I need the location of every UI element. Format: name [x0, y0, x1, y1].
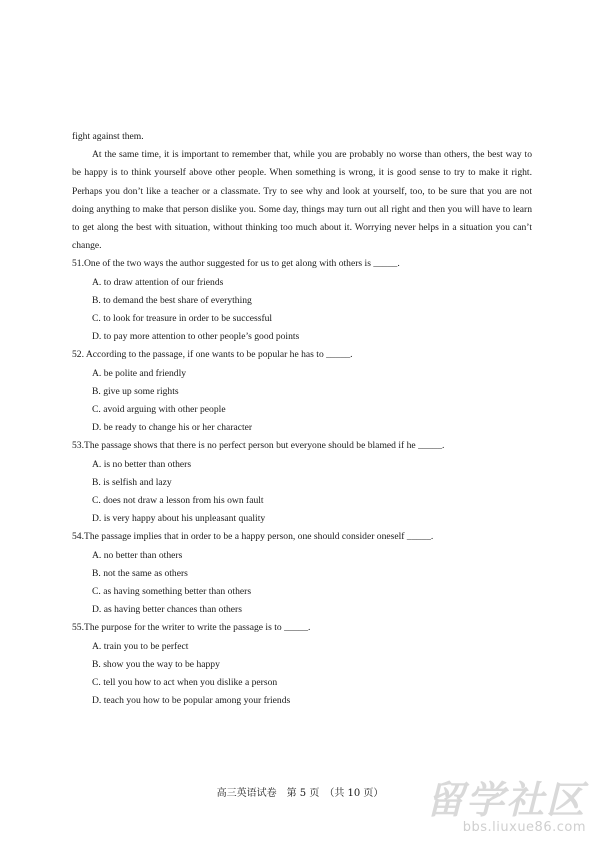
- reading-passage: [72, 128, 532, 255]
- option-b: B. give up some rights: [92, 385, 179, 397]
- watermark-url: bbs.liuxue86.com: [462, 820, 586, 835]
- option-a: A. is no better than others: [92, 458, 192, 470]
- option-d: D. to pay more attention to other people’s good points: [92, 331, 300, 343]
- question-54: [72, 528, 532, 619]
- option-d: D. is very happy about his unpleasant quality: [92, 513, 266, 525]
- page-footer: 高三英语试卷 第 5 页 （共 10 页）: [216, 788, 384, 799]
- question-55: [72, 619, 532, 710]
- option-d: D. be ready to change his or her character: [92, 422, 253, 434]
- option-b: B. show you the way to be happy: [92, 658, 220, 670]
- option-a: A. to draw attention of our friends: [92, 276, 224, 288]
- option-list: [72, 547, 532, 620]
- option-c: C. to look for treasure in order to be successful: [92, 313, 273, 325]
- option-a: A. no better than others: [92, 549, 183, 561]
- question-stem: 54.The passage implies that in order to be a happy person, one should consider oneself _____.: [72, 531, 434, 543]
- passage-continued-line: fight against them.: [72, 131, 144, 142]
- option-c: C. does not draw a lesson from his own fault: [92, 495, 264, 507]
- question-51: [72, 255, 532, 346]
- passage-paragraph: At the same time, it is important to remember that, while you are probably no worse than others, the best way to be happy is to think yourself above other people. When something is wrong, it is good sense to try to make it right. Perhaps you don’t like a teacher or a classmate. Try to see why and look at yourself, too, to be sure that you are not doing anything to make that person dislike you. Some day, things may turn out all right and then you will have to learn to get along the best with situation, without thinking too much about it. Worrying never helps in a situation you can’t change.: [72, 149, 532, 252]
- question-stem: 55.The purpose for the writer to write the passage is to _____.: [72, 622, 311, 634]
- watermark-logo: 留学社区: [425, 778, 586, 822]
- option-list: [72, 638, 532, 711]
- option-b: B. not the same as others: [92, 567, 188, 579]
- option-a: A. be polite and friendly: [92, 367, 187, 379]
- option-c: C. tell you how to act when you dislike a person: [92, 677, 278, 689]
- question-stem: 51.One of the two ways the author suggested for us to get along with others is _____.: [72, 258, 400, 270]
- question-stem: 52. According to the passage, if one wants to be popular he has to _____.: [72, 349, 353, 361]
- option-b: B. is selfish and lazy: [92, 476, 172, 488]
- option-list: [72, 456, 532, 529]
- option-c: C. avoid arguing with other people: [92, 404, 226, 416]
- site-watermark: [416, 780, 586, 842]
- option-a: A. train you to be perfect: [92, 640, 189, 652]
- option-c: C. as having something better than others: [92, 586, 252, 598]
- question-stem: 53.The passage shows that there is no perfect person but everyone should be blamed if he _____.: [72, 440, 445, 452]
- option-b: B. to demand the best share of everything: [92, 294, 252, 306]
- question-52: [72, 346, 532, 437]
- option-d: D. as having better chances than others: [92, 604, 242, 616]
- question-53: [72, 437, 532, 528]
- option-list: [72, 365, 532, 438]
- page-content: [72, 128, 532, 711]
- option-list: [72, 274, 532, 347]
- option-d: D. teach you how to be popular among your friends: [92, 695, 291, 707]
